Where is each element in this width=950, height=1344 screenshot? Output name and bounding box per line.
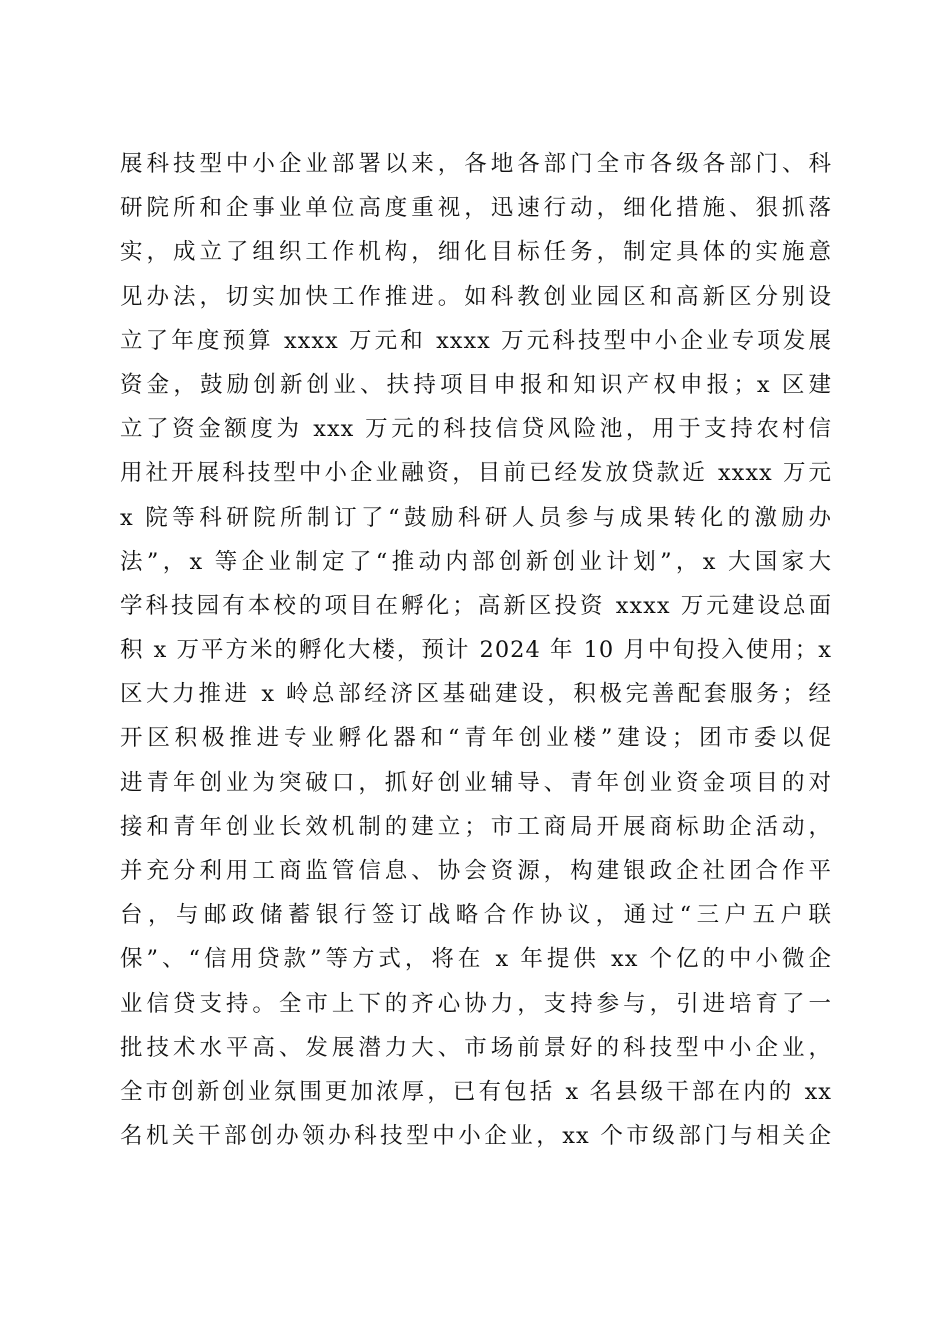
text-line: 名机关干部创办领办科技型中小企业，xx 个市级部门与相关企: [120, 1123, 832, 1150]
text-line: 开区积极推进专业孵化器和“青年创业楼”建设；团市委以促: [120, 725, 832, 752]
text-line: 接和青年创业长效机制的建立；市工商局开展商标助企活动，: [120, 813, 832, 840]
text-line: 实，成立了组织工作机构，细化目标任务，制定具体的实施意: [120, 239, 832, 266]
text-line: 立了资金额度为 xxx 万元的科技信贷风险池，用于支持农村信: [120, 416, 832, 443]
text-line: 保”、“信用贷款”等方式，将在 x 年提供 xx 个亿的中小微企: [120, 946, 832, 973]
text-line: 见办法，切实加快工作推进。如科教创业园区和高新区分别设: [120, 283, 832, 310]
text-line: 法”，x 等企业制定了“推动内部创新创业计划”，x 大国家大: [120, 548, 832, 575]
text-line: 台，与邮政储蓄银行签订战略合作协议，通过“三户五户联: [120, 902, 832, 929]
text-line: 研院所和企事业单位高度重视，迅速行动，细化措施、狠抓落: [120, 195, 832, 222]
text-line: x 院等科研院所制订了“鼓励科研人员参与成果转化的激励办: [120, 504, 832, 531]
text-line: 业信贷支持。全市上下的齐心协力，支持参与，引进培育了一: [120, 990, 832, 1017]
text-line: 区大力推进 x 岭总部经济区基础建设，积极完善配套服务；经: [120, 681, 832, 708]
text-line: 用社开展科技型中小企业融资，目前已经发放贷款近 xxxx 万元: [120, 460, 832, 487]
text-line: 资金，鼓励创新创业、扶持项目申报和知识产权申报；x 区建: [120, 371, 832, 398]
body-paragraph: [120, 142, 832, 1158]
text-line: 展科技型中小企业部署以来，各地各部门全市各级各部门、科: [120, 151, 832, 177]
text-line: 并充分利用工商监管信息、协会资源，构建银政企社团合作平: [120, 858, 832, 884]
text-line: 全市创新创业氛围更加浓厚，已有包括 x 名县级干部在内的 xx: [120, 1078, 832, 1105]
text-line: 积 x 万平方米的孵化大楼，预计 2024 年 10 月中旬投入使用；x: [120, 637, 832, 664]
text-line: 进青年创业为突破口，抓好创业辅导、青年创业资金项目的对: [120, 769, 832, 796]
text-line: 批技术水平高、发展潜力大、市场前景好的科技型中小企业，: [120, 1034, 832, 1061]
text-line: 立了年度预算 xxxx 万元和 xxxx 万元科技型中小企业专项发展: [120, 327, 832, 354]
text-line: 学科技园有本校的项目在孵化；高新区投资 xxxx 万元建设总面: [120, 592, 832, 619]
